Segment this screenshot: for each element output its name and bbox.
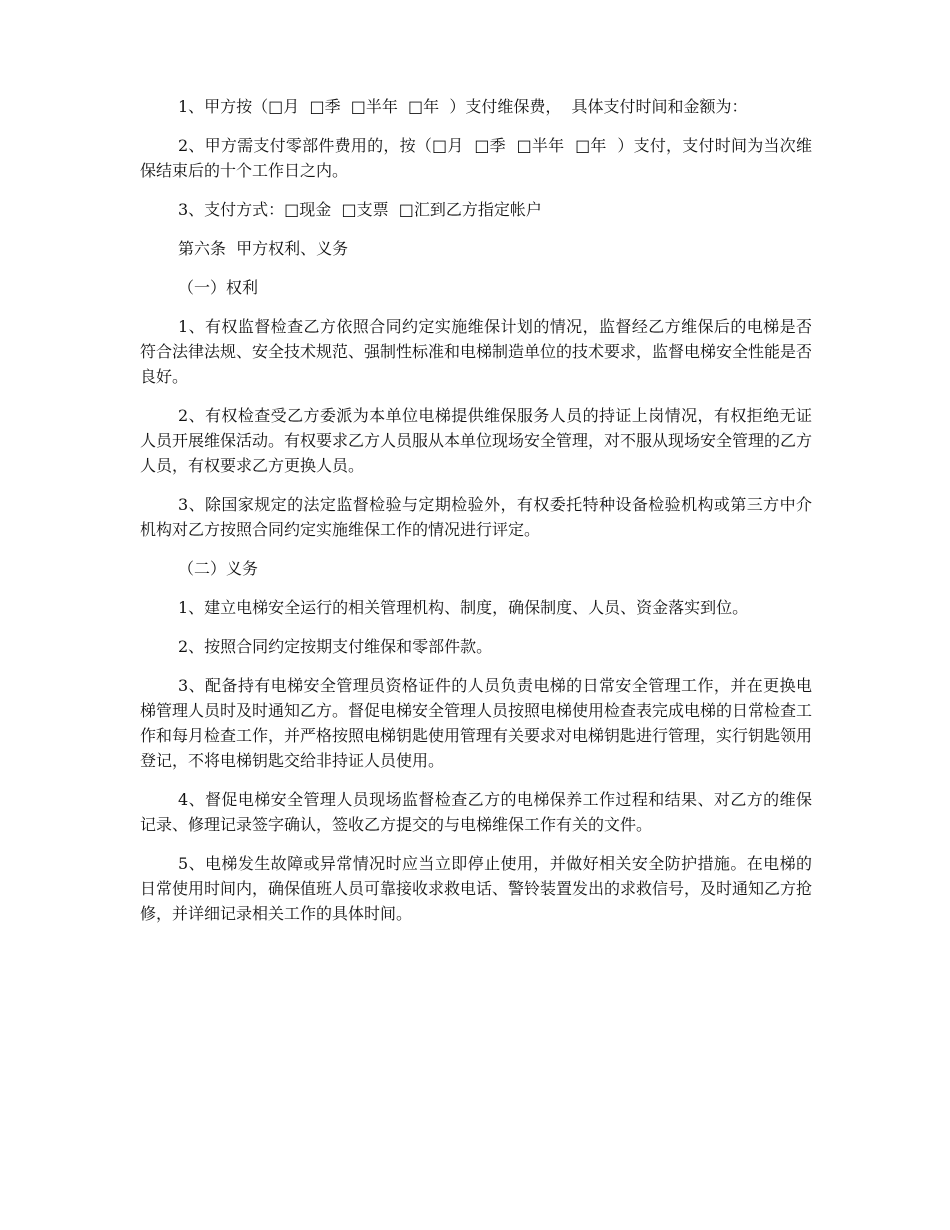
paragraph-obligation-3: 3、配备持有电梯安全管理员资格证件的人员负责电梯的日常安全管理工作，并在更换电梯管理人员时及时通知乙方。督促电梯安全管理人员按照电梯使用检查表完成电梯的日常检查工作和每月检查工作，并严格按照电梯钥匙使用管理有关要求对电梯钥匙进行管理，实行钥匙领用登记，不将电梯钥匙交给非持证人员使用。 [140,676,813,770]
paragraph-right-1: 1、有权监督检查乙方依照合同约定实施维保计划的情况，监督经乙方维保后的电梯是否符合法律法规、安全技术规范、强制性标准和电梯制造单位的技术要求，监督电梯安全性能是否良好。 [140,317,813,386]
paragraph-right-3: 3、除国家规定的法定监督检验与定期检验外，有权委托特种设备检验机构或第三方中介机构对乙方按照合同约定实施维保工作的情况进行评定。 [140,495,812,539]
paragraph-obligation-1: 1、建立电梯安全运行的相关管理机构、制度，确保制度、人员、资金落实到位。 [178,598,749,617]
paragraph-obligation-5: 5、电梯发生故障或异常情况时应当立即停止使用，并做好相关安全防护措施。在电梯的日常使用时间内，确保值班人员可靠接收求救电话、警铃装置发出的求救信号，及时通知乙方抢修，并详细记录相关工作的具体时间。 [140,854,813,923]
paragraph-obligation-4: 4、督促电梯安全管理人员现场监督检查乙方的电梯保养工作过程和结果、对乙方的维保记录、修理记录签字确认，签收乙方提交的与电梯维保工作有关的文件。 [140,790,812,834]
paragraph-payment-method: 3、支付方式：□现金 □支票 □汇到乙方指定帐户 [178,200,542,219]
paragraph-payment-frequency: 1、甲方按（□月 □季 □半年 □年 ）支付维保费， 具体支付时间和金额为： [178,97,748,116]
section-heading-article-6: 第六条 甲方权利、义务 [178,239,349,258]
subheading-rights: （一）权利 [178,278,259,297]
document-page [140,94,812,926]
paragraph-obligation-2: 2、按照合同约定按期支付维保和零部件款。 [178,637,493,656]
subheading-obligations: （二）义务 [178,559,259,578]
paragraph-right-2: 2、有权检查受乙方委派为本单位电梯提供维保服务人员的持证上岗情况，有权拒绝无证人员开展维保活动。有权要求乙方人员服从本单位现场安全管理，对不服从现场安全管理的乙方人员，有权要求乙方更换人员。 [140,406,813,475]
paragraph-parts-payment: 2、甲方需支付零部件费用的，按（□月 □季 □半年 □年 ）支付，支付时间为当次维保结束后的十个工作日之内。 [140,136,812,180]
